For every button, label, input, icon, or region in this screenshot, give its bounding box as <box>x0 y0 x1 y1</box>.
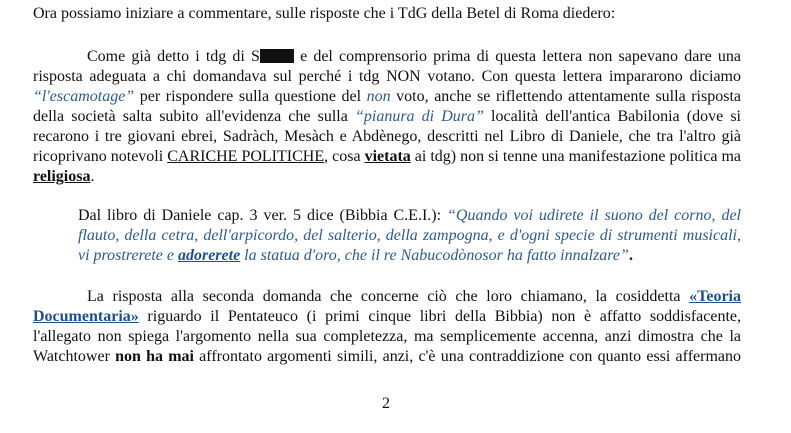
paragraph-1-line-3: “l'escamotage” per rispondere sulla questione del non voto, anche se riflettendo attentamente sulla risposta <box>33 88 741 105</box>
paragraph-3-line-4: Watchtower non ha mai affrontato argomenti simili, anzi, c'è una contraddizione con quanto essi affermano <box>33 348 742 365</box>
teoria-documentaria-link-cont[interactable]: Documentaria» <box>33 308 139 325</box>
paragraph-3-line-2: Documentaria» riguardo il Pentateuco (i primi cinque libri della Bibbia) non è affatto soddisfacente, <box>33 308 741 325</box>
paragraph-1-line-6: ricoprivano notevoli CARICHE POLITICHE, cosa vietata ai tdg) non si tenne una manifestazione politica ma <box>33 148 741 165</box>
page-number: 2 <box>382 395 390 412</box>
paragraph-3-line-3: l'allegato non spiega l'argomento nella sua completezza, ma semplicemente accenna, anzi dimostra che la <box>33 328 741 345</box>
paragraph-3-line-1: La risposta alla seconda domanda che concerne ciò che loro chiamano, la cosiddetta «Teoria <box>87 288 741 305</box>
redacted-block <box>260 49 294 63</box>
paragraph-1-line-5: recarono i tre giovani ebrei, Sadràch, Mesàch e Abdènego, descritti nel Libro di Daniele, che tra l'altro già <box>33 128 741 145</box>
paragraph-1-line-7: religiosa. <box>33 168 95 185</box>
paragraph-2-line-1: Dal libro di Daniele cap. 3 ver. 5 dice (Bibbia C.E.I.): “Quando voi udirete il suono del corno, del <box>78 207 742 224</box>
paragraph-2-line-2: flauto, della cetra, dell'arpicordo, del salterio, della zampogna, e d'ogni specie di strumenti musicali, <box>78 227 741 244</box>
paragraph-1-line-1: Come già detto i tdg di S e del comprensorio prima di questa lettera non sapevano dare una <box>87 48 741 65</box>
teoria-documentaria-link[interactable]: «Teoria <box>689 288 741 305</box>
paragraph-2-line-3: vi prostrerete e adorerete la statua d'oro, che il re Nabucodònosor ha fatto innalzare”. <box>78 247 633 264</box>
paragraph-1-line-4: della società salta subito all'evidenza che sulla “pianura di Dura” località dell'antica Babilonia (dove si <box>33 108 742 125</box>
intro-line: Ora possiamo iniziare a commentare, sulle risposte che i TdG della Betel di Roma diedero: <box>33 5 616 22</box>
paragraph-1-line-2: risposta adeguata a chi domandava sul perché i tdg NON votano. Con questa lettera impararono diciamo <box>33 68 741 85</box>
